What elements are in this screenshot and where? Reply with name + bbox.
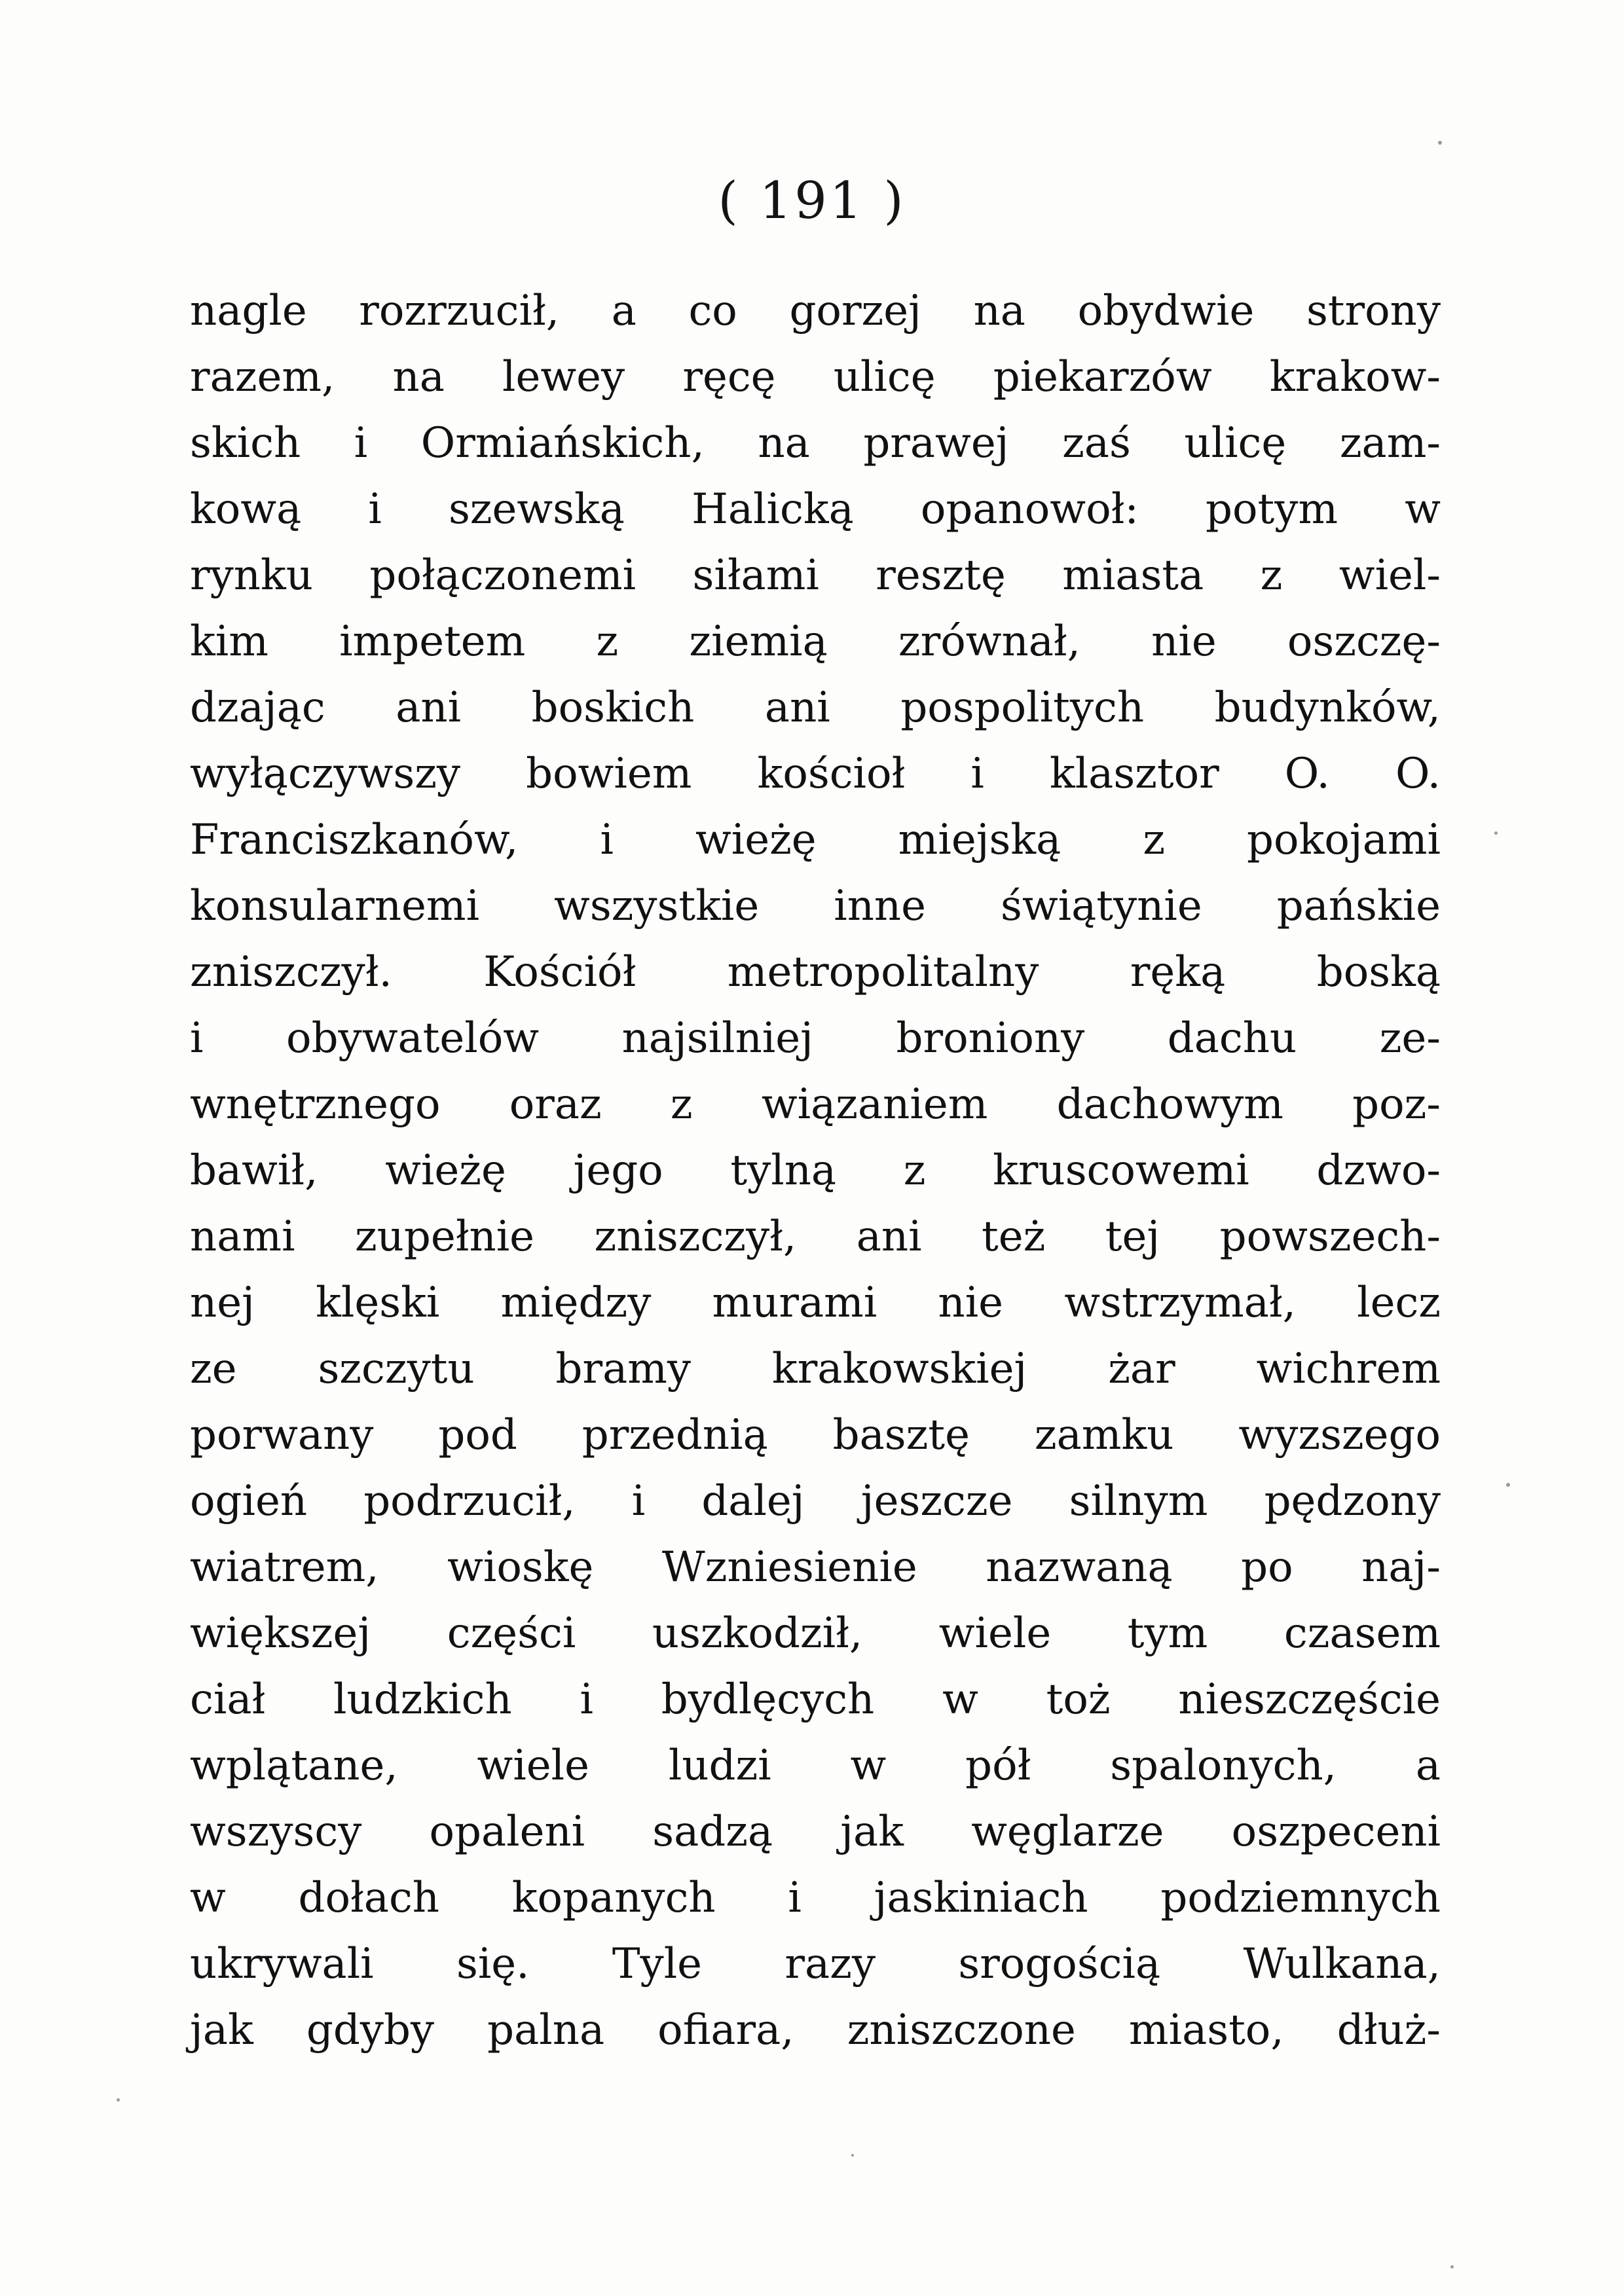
- text-line: ukrywali się. Tyle razy srogością Wulkana,: [190, 1940, 1441, 1988]
- text-line: ciał ludzkich i bydlęcych w toż nieszczęście: [190, 1675, 1441, 1724]
- text-line: i obywatelów najsilniej broniony dachu ze-: [190, 1014, 1441, 1063]
- paper-speck: [1438, 141, 1442, 145]
- text-line: nagle rozrzucił, a co gorzej na obydwie strony: [190, 287, 1441, 335]
- text-line: jak gdyby palna ofiara, zniszczone miasto, dłuż-: [190, 2006, 1441, 2054]
- page-number: ( 191 ): [718, 172, 906, 230]
- text-line: razem, na lewey ręcę ulicę piekarzów krakow-: [190, 353, 1441, 401]
- text-line: porwany pod przednią basztę zamku wyzszego: [190, 1411, 1441, 1459]
- text-line: w dołach kopanych i jaskiniach podziemnych: [190, 1874, 1441, 1922]
- text-line: konsularnemi wszystkie inne świątynie pańskie: [190, 882, 1441, 930]
- text-line: dzając ani boskich ani pospolitych budynków,: [190, 683, 1441, 732]
- text-line: nej klęski między murami nie wstrzymał, lecz: [190, 1279, 1441, 1327]
- paper-speck: [117, 2098, 120, 2102]
- text-line: wyłączywszy bowiem kościoł i klasztor O. O.: [190, 750, 1441, 798]
- text-line: wnętrznego oraz z wiązaniem dachowym poz-: [190, 1080, 1441, 1129]
- text-line: skich i Ormiańskich, na prawej zaś ulicę zam-: [190, 419, 1441, 467]
- paper-speck: [1450, 2265, 1454, 2269]
- text-line: kową i szewską Halicką opanowoł: potym w: [190, 485, 1441, 534]
- paper-speck: [1494, 831, 1498, 835]
- paper-speck: [1506, 1483, 1510, 1487]
- text-line: kim impetem z ziemią zrównał, nie oszczę-: [190, 617, 1441, 666]
- text-line: nami zupełnie zniszczył, ani też tej powszech-: [190, 1212, 1441, 1261]
- text-line: ze szczytu bramy krakowskiej żar wichrem: [190, 1345, 1441, 1393]
- text-line: Franciszkanów, i wieżę miejską z pokojami: [190, 816, 1441, 864]
- text-line: zniszczył. Kościół metropolitalny ręką boską: [190, 948, 1441, 996]
- text-line: ogień podrzucił, i dalej jeszcze silnym pędzony: [190, 1477, 1441, 1525]
- text-line: wplątane, wiele ludzi w pół spalonych, a: [190, 1741, 1441, 1790]
- text-line: wiatrem, wioskę Wzniesienie nazwaną po naj-: [190, 1543, 1441, 1592]
- text-line: bawił, wieżę jego tylną z kruscowemi dzwo-: [190, 1146, 1441, 1195]
- paper-speck: [851, 2154, 854, 2157]
- text-line: wszyscy opaleni sadzą jak węglarze oszpeceni: [190, 1808, 1441, 1856]
- text-line: większej części uszkodził, wiele tym czasem: [190, 1609, 1441, 1658]
- text-line: rynku połączonemi siłami resztę miasta z wiel-: [190, 551, 1441, 600]
- body-text: [190, 278, 1441, 2064]
